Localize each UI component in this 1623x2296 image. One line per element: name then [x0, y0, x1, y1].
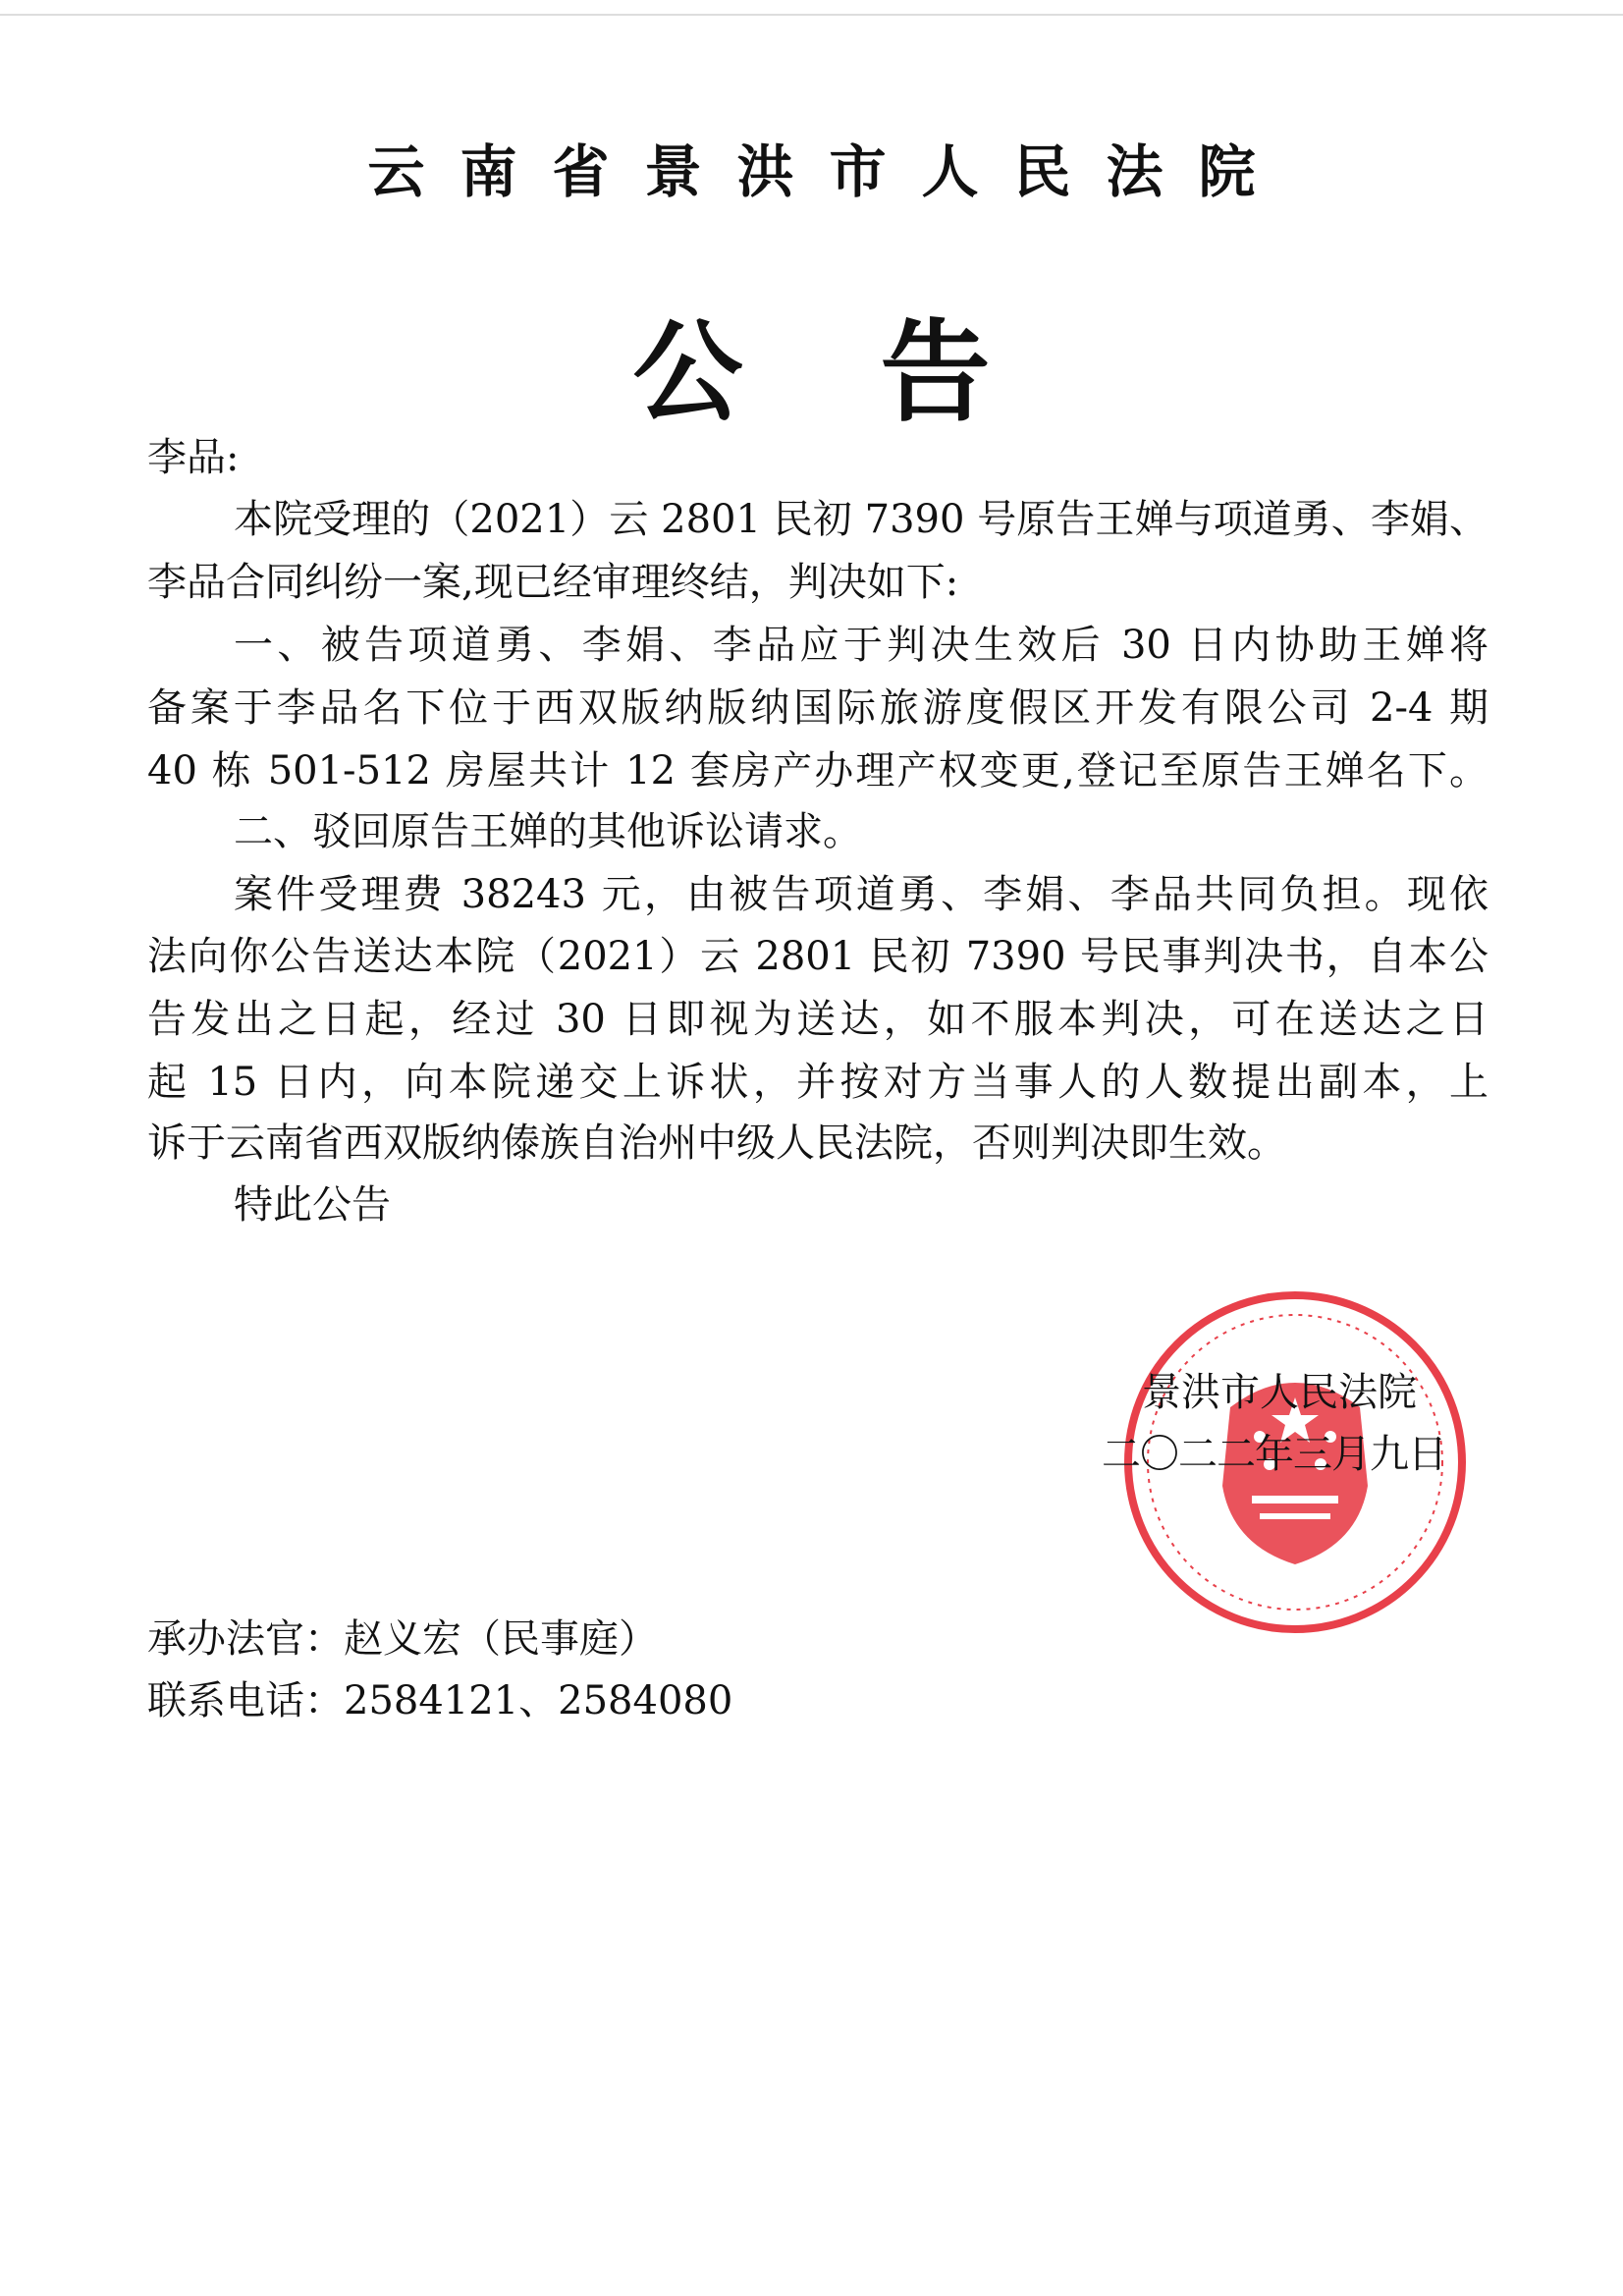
judge-info: 承办法官：赵义宏（民事庭）: [147, 1616, 658, 1662]
contact-phone: 联系电话：2584121、2584080: [147, 1678, 733, 1723]
scan-edge: [0, 14, 1623, 16]
signature-date: 二〇二二年三月九日: [1102, 1432, 1446, 1477]
body-line: 起 15 日内，向本院递交上诉状，并按对方当事人的人数提出副本，上: [147, 1060, 1488, 1105]
body-line: 本院受理的（2021）云 2801 民初 7390 号原告王婵与项道勇、李娟、: [234, 497, 1488, 542]
body-line: 备案于李品名下位于西双版纳版纳国际旅游度假区开发有限公司 2-4 期: [147, 685, 1488, 731]
document-title: 公告: [632, 309, 1128, 437]
body-line: 一、被告项道勇、李娟、李品应于判决生效后 30 日内协助王婵将: [234, 623, 1488, 668]
addressee: 李品:: [147, 435, 240, 480]
body-line: 诉于云南省西双版纳傣族自治州中级人民法院，否则判决即生效。: [147, 1121, 1286, 1166]
body-line: 二、驳回原告王婵的其他诉讼请求。: [234, 809, 862, 854]
body-line: 法向你公告送达本院（2021）云 2801 民初 7390 号民事判决书，自本公: [147, 934, 1488, 979]
closing-line: 特此公告: [234, 1182, 391, 1228]
body-line: 40 栋 501-512 房屋共计 12 套房产办理产权变更,登记至原告王婵名下。: [147, 748, 1488, 793]
body-line: 李品合同纠纷一案,现已经审理终结，判决如下:: [147, 560, 959, 605]
body-line: 案件受理费 38243 元，由被告项道勇、李娟、李品共同负担。现依: [234, 872, 1488, 917]
court-name-heading: 云南省景洪市人民法院: [367, 138, 1291, 205]
signature-court: 景洪市人民法院: [1142, 1370, 1417, 1415]
body-line: 告发出之日起，经过 30 日即视为送达，如不服本判决，可在送达之日: [147, 997, 1488, 1042]
